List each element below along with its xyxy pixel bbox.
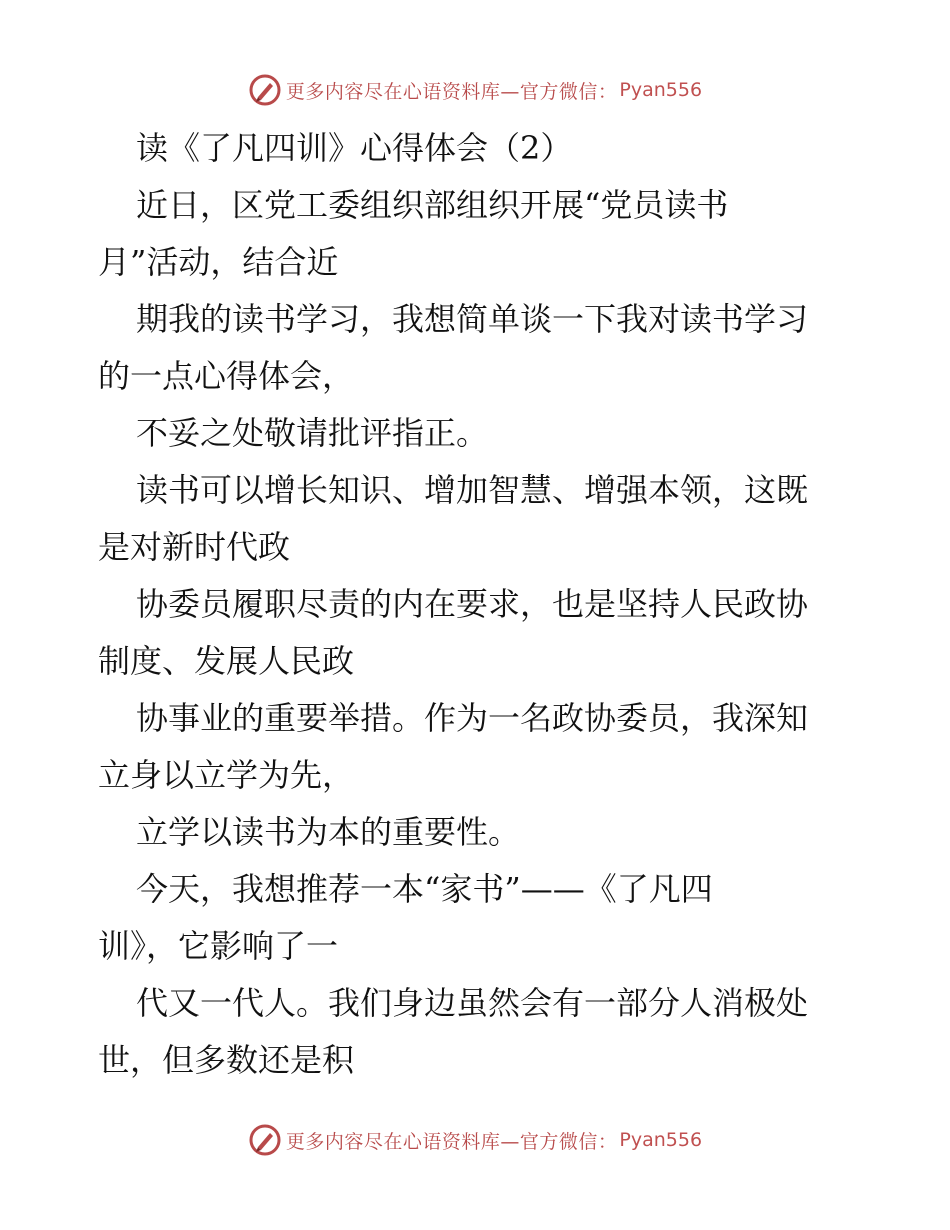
text-line: 世，但多数还是积 [98,1041,355,1079]
text-line: 读书可以增长知识、增加智慧、增强本领，这既 [136,471,809,509]
text-line: 训》，它影响了一 [98,927,339,965]
pen-logo-icon [248,73,282,107]
text-line: 今天，我想推荐一本“家书”——《了凡四 [136,870,713,908]
banner-wechat-id: Pyan556 [619,79,703,101]
text-line: 立学以读书为本的重要性。 [136,813,521,851]
banner-wechat-id: Pyan556 [619,1129,703,1151]
text-line: 立身以立学为先， [98,756,355,794]
pen-logo-icon [248,1123,282,1157]
document-body [98,120,858,1089]
banner-text: 更多内容尽在心语资料库—官方微信： [285,80,618,103]
document-title: 读《了凡四训》心得体会（2） [136,129,573,167]
header-watermark-banner [0,70,950,110]
banner-text: 更多内容尽在心语资料库—官方微信： [285,1130,618,1153]
footer-watermark-banner [0,1120,950,1160]
text-line: 期我的读书学习，我想简单谈一下我对读书学习 [136,300,809,338]
text-line: 制度、发展人民政 [98,642,355,680]
text-line: 协事业的重要举措。作为一名政协委员，我深知 [136,699,809,737]
text-line: 是对新时代政 [98,528,291,566]
text-line: 代又一代人。我们身边虽然会有一部分人消极处 [136,984,809,1022]
text-line: 月”活动，结合近 [98,243,339,281]
text-line: 协委员履职尽责的内在要求，也是坚持人民政协 [136,585,809,623]
text-line: 近日，区党工委组织部组织开展“党员读书 [136,186,729,224]
text-line: 不妥之处敬请批评指正。 [136,414,489,452]
text-line: 的一点心得体会， [98,357,355,395]
